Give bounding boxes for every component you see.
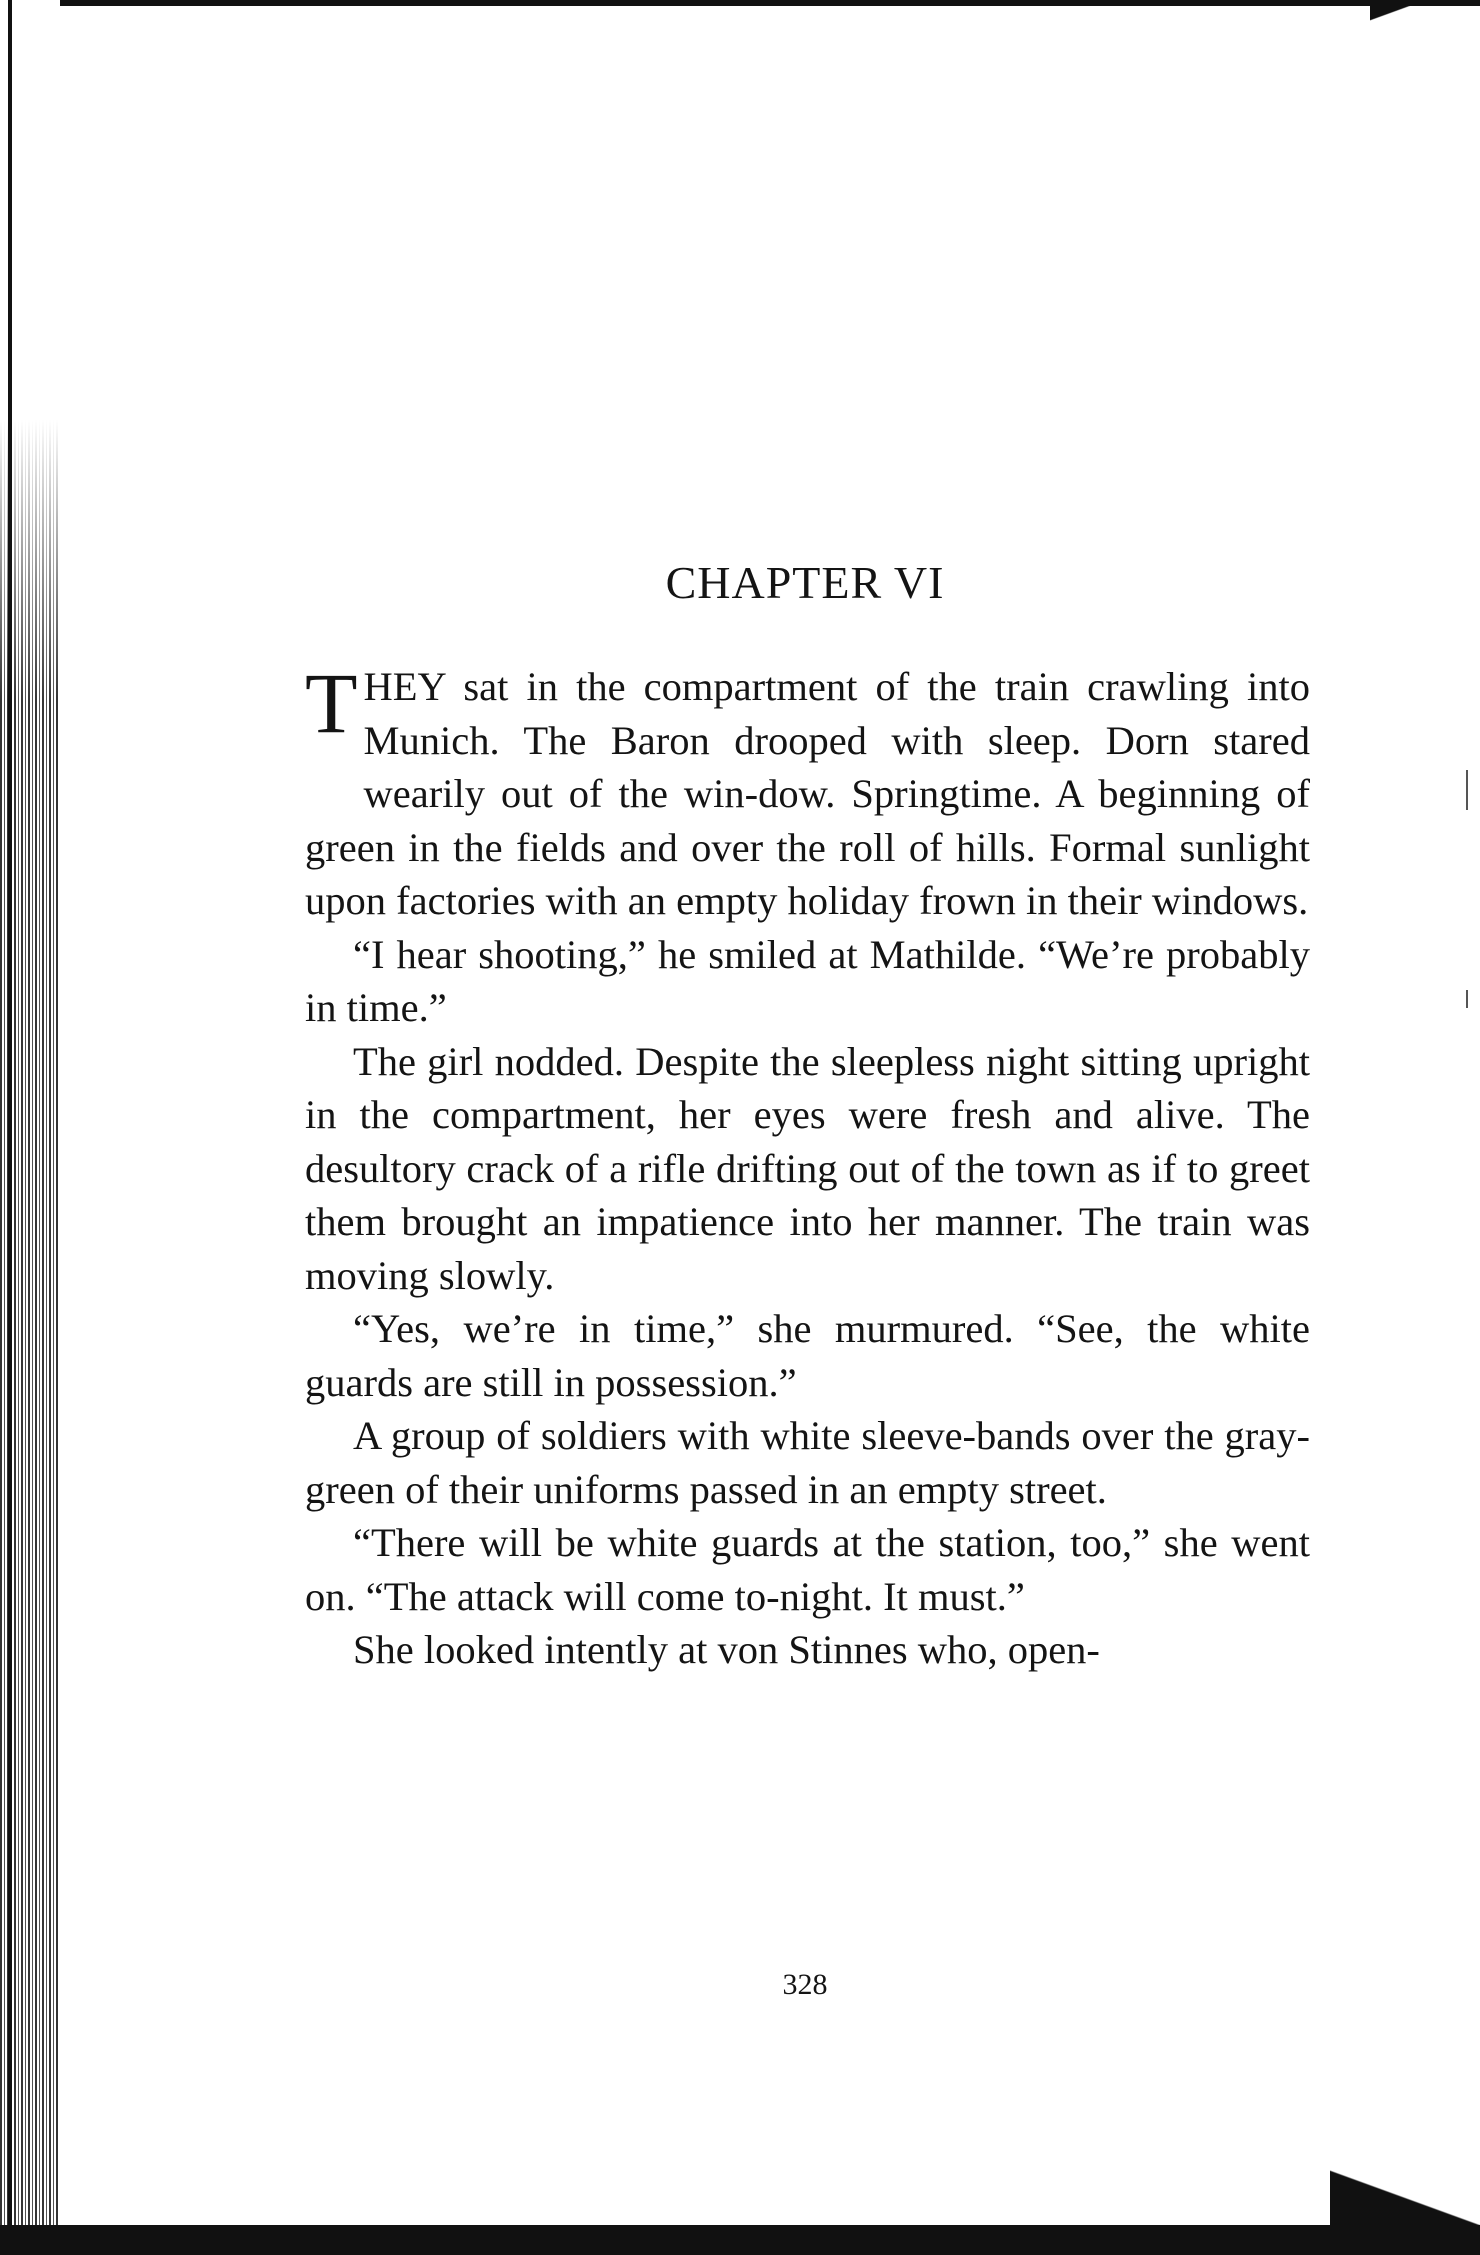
body-text [305, 655, 1310, 1677]
scan-margin-mark [1466, 770, 1468, 810]
paragraph: A group of soldiers with white sleeve-bands over the gray-green of their uniforms passed in an empty street. [305, 1413, 1310, 1512]
scan-margin-mark [1466, 990, 1468, 1008]
page-number: 328 [782, 1968, 828, 2001]
scan-page-curl-top [1370, 0, 1480, 70]
paragraph: “Yes, we’re in time,” she murmured. “See, the white guards are still in possession.” [305, 1306, 1310, 1405]
drop-cap: T [305, 655, 358, 751]
scan-left-border [8, 0, 12, 2255]
paragraph [305, 655, 1310, 928]
paragraph: “I hear shooting,” he smiled at Mathilde. “We’re probably in time.” [305, 931, 1310, 1030]
paragraph: “There will be white guards at the station, too,” she went on. “The attack will come to-night. It must.” [305, 1520, 1310, 1619]
scan-bottom-edge [0, 2225, 1480, 2255]
chapter-heading: CHAPTER VI [665, 557, 945, 608]
paragraph: The girl nodded. Despite the sleepless night sitting upright in the compartment, her eyes were fresh and alive. The desultory crack of a rifle drifting out of the town as if to greet them brought an impatience into her manner. The train was moving slowly. [305, 1038, 1310, 1298]
paragraph-text: HEY sat in the compartment of the train crawling into Munich. The Baron drooped with sleep. Dorn stared wearily out of the win-dow. Springtime. A beginning of green in the fields and over the roll of hills. Formal sunlight upon factories with an empty holiday frown in their windows. [305, 664, 1310, 923]
scan-page-curl-bottom [1330, 2145, 1480, 2235]
scan-top-edge [0, 0, 1480, 6]
paragraph: She looked intently at von Stinnes who, open- [353, 1627, 1100, 1672]
